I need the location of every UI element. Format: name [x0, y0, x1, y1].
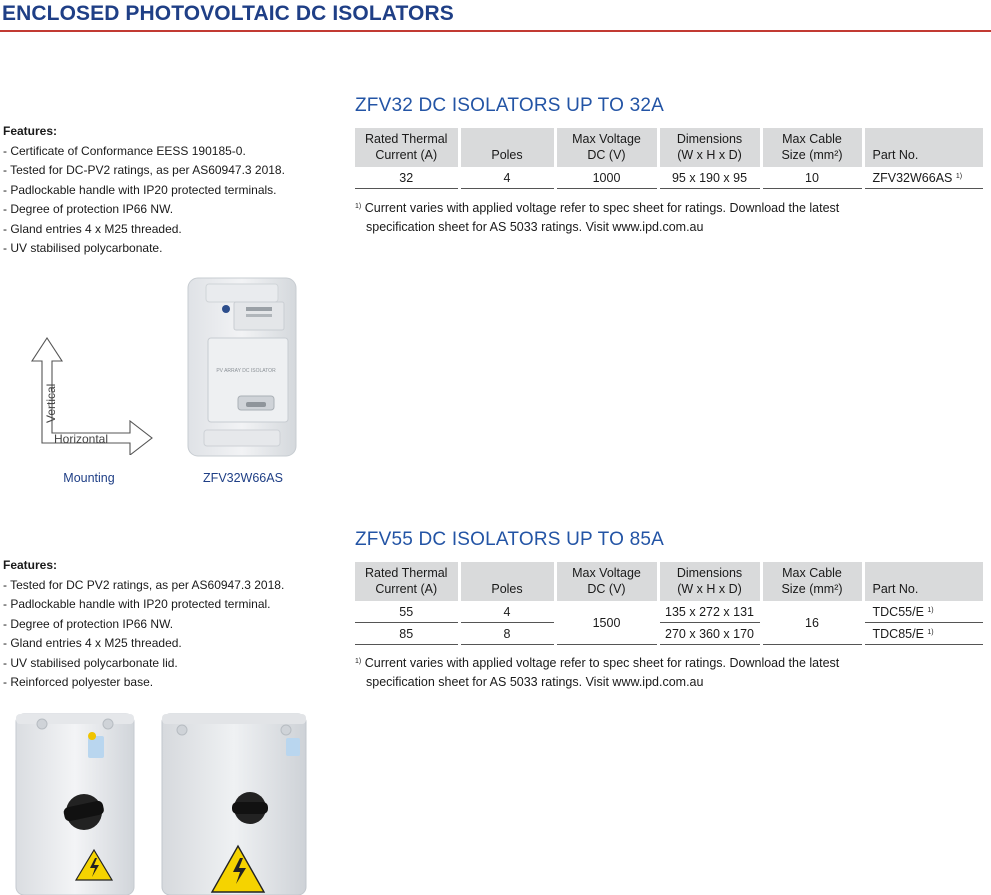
header-cable: Max Cable Size (mm²)	[761, 562, 863, 601]
horizontal-label: Horizontal	[54, 432, 109, 446]
header-part-no: Part No.	[863, 128, 983, 167]
header-poles: Poles	[459, 562, 555, 601]
features-heading: Features:	[3, 558, 58, 572]
cell-part-no: TDC55/E $^{1)}$	[863, 601, 983, 623]
cell-dimensions: 95 x 190 x 95	[658, 167, 761, 189]
vertical-label: Vertical	[44, 383, 58, 423]
feature-item: - Gland entries 4 x M25 threaded.	[3, 636, 182, 650]
zfv32-isolator-image	[186, 276, 298, 458]
spec-table-zfv55	[355, 562, 983, 645]
cell-voltage: 1000	[555, 167, 658, 189]
cell-current: 32	[355, 167, 459, 189]
header-part-no: Part No.	[863, 562, 983, 601]
section-title-zfv32: ZFV32 DC ISOLATORS UP TO 32A	[355, 95, 665, 116]
tdc55-isolator-image	[14, 712, 136, 895]
tdc85-isolator-image	[160, 712, 308, 895]
table-row	[355, 601, 983, 623]
features-heading: Features:	[3, 124, 58, 138]
header-voltage: Max Voltage DC (V)	[555, 128, 658, 167]
page-title: ENCLOSED PHOTOVOLTAIC DC ISOLATORS	[2, 2, 454, 25]
feature-item: - Degree of protection IP66 NW.	[3, 616, 174, 631]
cell-voltage: 1500	[555, 601, 658, 645]
footnote-zfv55: $^{1)}$ Current varies with applied voltage refer to spec sheet for ratings. Download the latest specification sheet for AS 5033 ratings. Visit www.ipd.com.au	[355, 656, 840, 689]
header-dimensions: Dimensions (W x H x D)	[658, 128, 761, 167]
isolator-label: PV ARRAY DC ISOLATOR	[216, 368, 276, 374]
header-voltage: Max Voltage DC (V)	[555, 562, 658, 601]
header-cable: Max Cable Size (mm²)	[761, 128, 863, 167]
mounting-arrows-diagram	[28, 335, 156, 455]
cell-part-no: ZFV32W66AS $^{1)}$	[863, 167, 983, 189]
section-title-zfv55: ZFV55 DC ISOLATORS UP TO 85A	[355, 529, 665, 550]
cell-poles: 4	[459, 601, 555, 623]
table-row	[355, 623, 983, 645]
feature-item: - Tested for DC PV2 ratings, as per AS60947.3 2018.	[3, 577, 285, 592]
features-list-zfv32	[3, 122, 285, 259]
cell-poles: 8	[459, 623, 555, 645]
header-poles: Poles	[459, 128, 555, 167]
table-header-row	[355, 562, 983, 601]
product-caption-zfv32: ZFV32W66AS	[203, 471, 283, 485]
header-current: Rated Thermal Current (A)	[355, 128, 459, 167]
brand-logo-icon	[286, 738, 300, 756]
feature-item: - Gland entries 4 x M25 threaded.	[3, 221, 182, 236]
feature-item: - Certificate of Conformance EESS 190185-0.	[3, 143, 246, 158]
header-current: Rated Thermal Current (A)	[355, 562, 459, 601]
feature-item: - UV stabilised polycarbonate lid.	[3, 655, 178, 670]
feature-item: - Padlockable handle with IP20 protected terminal.	[3, 597, 271, 611]
feature-item: - UV stabilised polycarbonate.	[3, 241, 163, 255]
cell-current: 85	[355, 623, 459, 645]
mounting-caption: Mounting	[63, 471, 115, 485]
brand-logo-icon	[222, 305, 230, 313]
footnote-zfv32: $^{1)}$ Current varies with applied voltage refer to spec sheet for ratings. Download the latest specification sheet for AS 5033 ratings. Visit www.ipd.com.au	[355, 201, 840, 234]
cell-poles: 4	[459, 167, 555, 189]
feature-item: - Reinforced polyester base.	[3, 675, 154, 689]
cell-current: 55	[355, 601, 459, 623]
feature-item: - Tested for DC-PV2 ratings, as per AS60947.3 2018.	[3, 163, 285, 177]
features-list-zfv55	[3, 556, 284, 693]
spec-table-zfv32	[355, 128, 983, 189]
cell-cable: 16	[761, 601, 863, 645]
cell-part-no: TDC85/E $^{1)}$	[863, 623, 983, 645]
feature-item: - Degree of protection IP66 NW.	[3, 202, 174, 216]
feature-item: - Padlockable handle with IP20 protected terminals.	[3, 182, 277, 197]
header-dimensions: Dimensions (W x H x D)	[658, 562, 761, 601]
cell-dimensions: 270 x 360 x 170	[658, 623, 761, 645]
cell-dimensions: 135 x 272 x 131	[658, 601, 761, 623]
title-rule	[0, 30, 991, 32]
table-row	[355, 167, 983, 189]
cell-cable: 10	[761, 167, 863, 189]
table-header-row	[355, 128, 983, 167]
